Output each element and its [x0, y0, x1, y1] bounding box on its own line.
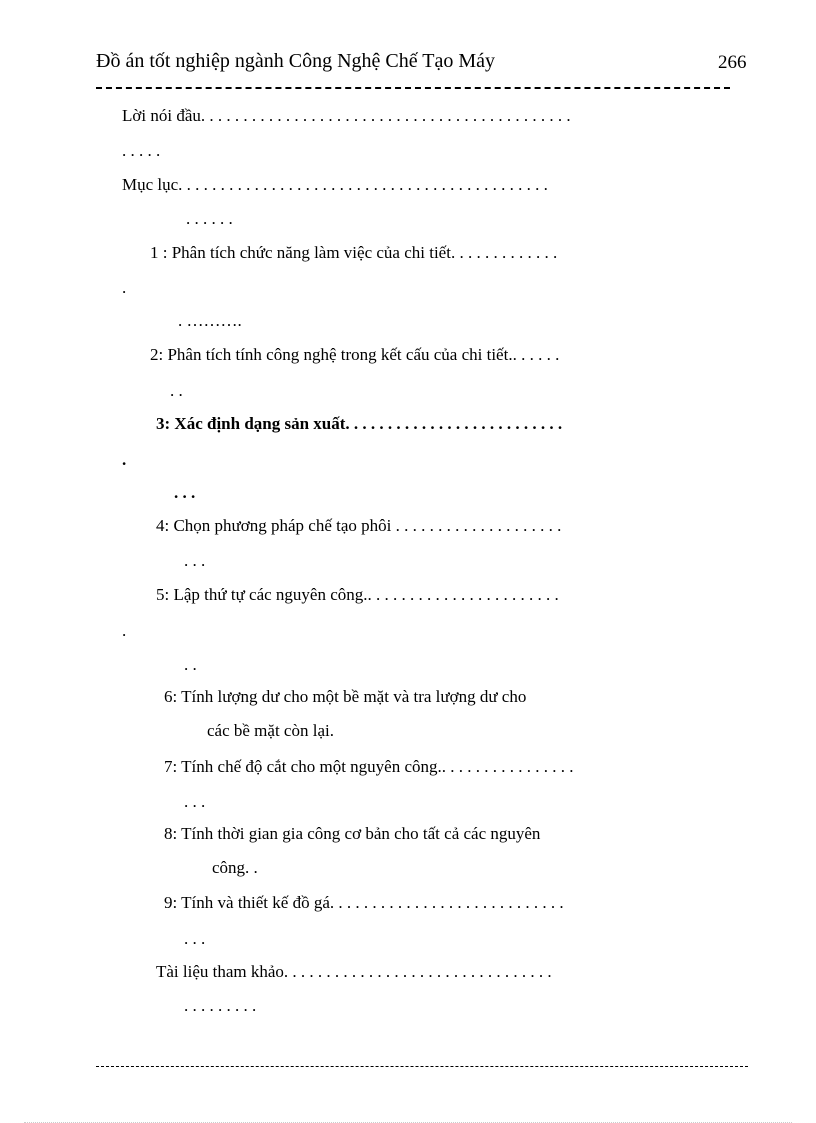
- toc-entry-4: 4: Chọn phương pháp chế tạo phôi . . . . . . . . . . . . . . . . . . . .: [156, 516, 562, 535]
- toc-entry-2: 2: Phân tích tính công nghệ trong kết cấu của chi tiết.. . . . . .: [150, 345, 560, 364]
- toc-entry-1-continuation: .: [122, 278, 127, 297]
- toc-entry-3-continuation: .: [122, 450, 127, 469]
- footer-divider: [96, 1066, 748, 1067]
- toc-entry-2-continuation: . .: [170, 381, 183, 400]
- toc-entry-8: 8: Tính thời gian gia công cơ bản cho tất cả các nguyên: [164, 824, 541, 843]
- toc-entry-1-continuation: . ……….: [178, 311, 242, 330]
- toc-entry-7-continuation: . . .: [184, 792, 206, 811]
- page-number: 266: [718, 52, 747, 73]
- toc-entry-4-continuation: . . .: [184, 551, 206, 570]
- header-divider: [96, 87, 730, 89]
- toc-entry-1: 1 : Phân tích chức năng làm việc của chi tiết. . . . . . . . . . . . .: [150, 243, 558, 262]
- toc-entry-3-continuation: . . .: [174, 483, 196, 502]
- toc-entry-preface-continuation: . . . . .: [122, 141, 161, 160]
- toc-entry-contents: Mục lục. . . . . . . . . . . . . . . . . . . . . . . . . . . . . . . . . . . . . . . . . . . .: [122, 175, 548, 194]
- toc-entry-7: 7: Tính chế độ cắt cho một nguyên công.. . . . . . . . . . . . . . . .: [164, 757, 574, 776]
- toc-entry-contents-continuation: . . . . . .: [186, 209, 233, 228]
- toc-entry-5-continuation: . .: [184, 655, 197, 674]
- toc-entry-6-continuation: các bề mặt còn lại.: [207, 721, 334, 740]
- toc-entry-9-continuation: . . .: [184, 929, 206, 948]
- toc-entry-preface: Lời nói đầu. . . . . . . . . . . . . . . . . . . . . . . . . . . . . . . . . . . . . . . . . . . .: [122, 106, 571, 125]
- toc-entry-5: 5: Lập thứ tự các nguyên công.. . . . . . . . . . . . . . . . . . . . . . .: [156, 585, 559, 604]
- toc-entry-8-continuation: công. .: [212, 858, 258, 877]
- toc-entry-references: Tài liệu tham khảo. . . . . . . . . . . . . . . . . . . . . . . . . . . . . . . .: [156, 962, 552, 981]
- toc-entry-9: 9: Tính và thiết kế đồ gá. . . . . . . . . . . . . . . . . . . . . . . . . . . .: [164, 893, 564, 912]
- toc-entry-3: 3: Xác định dạng sản xuất. . . . . . . . . . . . . . . . . . . . . . . . . .: [156, 414, 563, 433]
- toc-entry-references-continuation: . . . . . . . . .: [184, 996, 257, 1015]
- toc-entry-6: 6: Tính lượng dư cho một bề mặt và tra lượng dư cho: [164, 687, 527, 706]
- toc-entry-5-continuation: .: [122, 621, 127, 640]
- header-title: Đồ án tốt nghiệp ngành Công Nghệ Chế Tạo Máy: [96, 50, 496, 72]
